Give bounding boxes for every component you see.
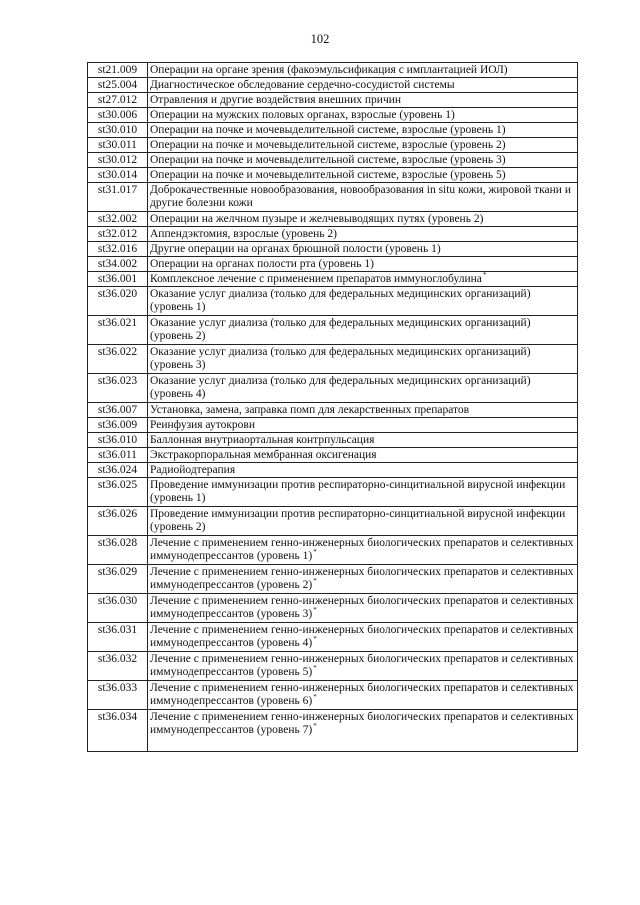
row-code: st32.002 bbox=[88, 212, 148, 227]
row-description-text: Операции на почке и мочевыделительной системе, взрослые (уровень 3) bbox=[150, 154, 506, 166]
table-row bbox=[88, 242, 578, 257]
footnote-mark: * bbox=[313, 577, 317, 586]
row-code: st30.010 bbox=[88, 123, 148, 138]
table-row bbox=[88, 536, 578, 565]
table-row bbox=[88, 257, 578, 272]
row-code: st36.030 bbox=[88, 594, 148, 623]
table-row bbox=[88, 123, 578, 138]
row-code: st36.009 bbox=[88, 418, 148, 433]
footnote-mark: * bbox=[313, 693, 317, 702]
row-code: st36.023 bbox=[88, 374, 148, 403]
table-row bbox=[88, 316, 578, 345]
row-description bbox=[148, 536, 578, 565]
row-description-text: Экстракорпоральная мембранная оксигенация bbox=[150, 449, 377, 461]
row-description bbox=[148, 63, 578, 78]
row-description-text: Доброкачественные новообразования, новообразования in situ кожи, жировой ткани и другие болезни кожи bbox=[150, 184, 571, 209]
table-row bbox=[88, 63, 578, 78]
row-description bbox=[148, 433, 578, 448]
page-number: 102 bbox=[310, 32, 330, 46]
table-row bbox=[88, 93, 578, 108]
row-description bbox=[148, 478, 578, 507]
row-code: st36.020 bbox=[88, 287, 148, 316]
row-description-text: Операции на почке и мочевыделительной системе, взрослые (уровень 1) bbox=[150, 124, 506, 136]
code-table-body bbox=[88, 63, 578, 752]
row-description bbox=[148, 623, 578, 652]
table-row bbox=[88, 594, 578, 623]
table-row bbox=[88, 403, 578, 418]
row-description-text: Лечение с применением генно-инженерных биологических препаратов и селективных иммунодепрессантов (уровень 6) bbox=[150, 682, 574, 707]
row-description bbox=[148, 183, 578, 212]
footnote-mark: * bbox=[313, 722, 317, 731]
row-description bbox=[148, 138, 578, 153]
row-description-text: Аппендэктомия, взрослые (уровень 2) bbox=[150, 228, 337, 240]
row-description-text: Оказание услуг диализа (только для федеральных медицинских организаций) (уровень 2) bbox=[150, 317, 531, 342]
row-code: st30.006 bbox=[88, 108, 148, 123]
row-code: st36.028 bbox=[88, 536, 148, 565]
table-row bbox=[88, 478, 578, 507]
row-description bbox=[148, 710, 578, 752]
table-row bbox=[88, 507, 578, 536]
table-row bbox=[88, 227, 578, 242]
row-code: st36.021 bbox=[88, 316, 148, 345]
row-code: st31.017 bbox=[88, 183, 148, 212]
row-description bbox=[148, 448, 578, 463]
row-description bbox=[148, 681, 578, 710]
row-description-text: Операции на мужских половых органах, взрослые (уровень 1) bbox=[150, 109, 455, 121]
row-code: st36.011 bbox=[88, 448, 148, 463]
footnote-mark: * bbox=[313, 635, 317, 644]
row-description bbox=[148, 287, 578, 316]
table-row bbox=[88, 448, 578, 463]
row-description-text: Другие операции на органах брюшной полости (уровень 1) bbox=[150, 243, 441, 255]
row-description bbox=[148, 212, 578, 227]
row-description bbox=[148, 123, 578, 138]
row-description-text: Лечение с применением генно-инженерных биологических препаратов и селективных иммунодепрессантов (уровень 2) bbox=[150, 566, 574, 591]
row-description bbox=[148, 93, 578, 108]
row-description-text: Баллонная внутриаортальная контрпульсация bbox=[150, 434, 375, 446]
row-description bbox=[148, 403, 578, 418]
table-row bbox=[88, 345, 578, 374]
row-description bbox=[148, 316, 578, 345]
row-description-text: Проведение иммунизации против респираторно-синцитиальной вирусной инфекции (уровень 1) bbox=[150, 479, 566, 504]
row-description-text: Лечение с применением генно-инженерных биологических препаратов и селективных иммунодепрессантов (уровень 7) bbox=[150, 711, 574, 736]
row-description bbox=[148, 507, 578, 536]
row-description-text: Лечение с применением генно-инженерных биологических препаратов и селективных иммунодепрессантов (уровень 3) bbox=[150, 595, 574, 620]
row-description-text: Лечение с применением генно-инженерных биологических препаратов и селективных иммунодепрессантов (уровень 4) bbox=[150, 624, 574, 649]
footnote-mark: * bbox=[313, 606, 317, 615]
table-row bbox=[88, 108, 578, 123]
table-row bbox=[88, 418, 578, 433]
row-description bbox=[148, 242, 578, 257]
row-description-text: Операции на органах полости рта (уровень 1) bbox=[150, 258, 374, 270]
row-code: st36.022 bbox=[88, 345, 148, 374]
row-code: st36.032 bbox=[88, 652, 148, 681]
table-row bbox=[88, 272, 578, 287]
table-row bbox=[88, 565, 578, 594]
row-description bbox=[148, 272, 578, 287]
row-description bbox=[148, 168, 578, 183]
row-description bbox=[148, 652, 578, 681]
row-description bbox=[148, 565, 578, 594]
table-row bbox=[88, 463, 578, 478]
footnote-mark: * bbox=[482, 271, 487, 280]
row-description bbox=[148, 153, 578, 168]
table-row bbox=[88, 153, 578, 168]
row-description-text: Диагностическое обследование сердечно-сосудистой системы bbox=[150, 79, 455, 91]
row-code: st36.025 bbox=[88, 478, 148, 507]
table-row bbox=[88, 212, 578, 227]
table-row bbox=[88, 374, 578, 403]
table-row bbox=[88, 652, 578, 681]
row-description-text: Оказание услуг диализа (только для федеральных медицинских организаций) (уровень 1) bbox=[150, 288, 531, 313]
table-row bbox=[88, 183, 578, 212]
row-code: st30.014 bbox=[88, 168, 148, 183]
row-description-text: Отравления и другие воздействия внешних причин bbox=[150, 94, 402, 106]
row-code: st36.026 bbox=[88, 507, 148, 536]
row-code: st30.012 bbox=[88, 153, 148, 168]
row-description-text: Радиойодтерапия bbox=[150, 464, 236, 476]
table-row bbox=[88, 168, 578, 183]
footnote-mark: * bbox=[313, 548, 317, 557]
row-description bbox=[148, 108, 578, 123]
row-description bbox=[148, 374, 578, 403]
row-code: st36.010 bbox=[88, 433, 148, 448]
row-description-text: Оказание услуг диализа (только для федеральных медицинских организаций) (уровень 4) bbox=[150, 375, 531, 400]
row-code: st36.001 bbox=[88, 272, 148, 287]
row-code: st36.031 bbox=[88, 623, 148, 652]
row-code: st32.016 bbox=[88, 242, 148, 257]
row-code: st32.012 bbox=[88, 227, 148, 242]
table-row bbox=[88, 681, 578, 710]
row-description-text: Лечение с применением генно-инженерных биологических препаратов и селективных иммунодепрессантов (уровень 5) bbox=[150, 653, 574, 678]
row-description-text: Оказание услуг диализа (только для федеральных медицинских организаций) (уровень 3) bbox=[150, 346, 531, 371]
row-description-text: Операции на почке и мочевыделительной системе, взрослые (уровень 5) bbox=[150, 169, 506, 181]
row-description bbox=[148, 257, 578, 272]
table-row bbox=[88, 623, 578, 652]
row-code: st25.004 bbox=[88, 78, 148, 93]
row-description bbox=[148, 418, 578, 433]
table-row bbox=[88, 287, 578, 316]
table-row bbox=[88, 78, 578, 93]
row-code: st30.011 bbox=[88, 138, 148, 153]
row-description bbox=[148, 227, 578, 242]
row-code: st36.029 bbox=[88, 565, 148, 594]
row-description-text: Установка, замена, заправка помп для лекарственных препаратов bbox=[150, 404, 470, 416]
row-description-text: Комплексное лечение с применением препаратов иммуноглобулина bbox=[150, 273, 482, 285]
row-code: st36.007 bbox=[88, 403, 148, 418]
row-code: st21.009 bbox=[88, 63, 148, 78]
row-description bbox=[148, 345, 578, 374]
row-description bbox=[148, 463, 578, 478]
row-description-text: Лечение с применением генно-инженерных биологических препаратов и селективных иммунодепрессантов (уровень 1) bbox=[150, 537, 574, 562]
row-code: st27.012 bbox=[88, 93, 148, 108]
row-description bbox=[148, 594, 578, 623]
row-code: st36.024 bbox=[88, 463, 148, 478]
table-row bbox=[88, 433, 578, 448]
row-description-text: Реинфузия аутокрови bbox=[150, 419, 255, 431]
row-code: st36.034 bbox=[88, 710, 148, 752]
footnote-mark: * bbox=[313, 664, 317, 673]
row-description-text: Операции на желчном пузыре и желчевыводящих путях (уровень 2) bbox=[150, 213, 484, 225]
row-code: st36.033 bbox=[88, 681, 148, 710]
code-table bbox=[87, 62, 578, 752]
row-code: st34.002 bbox=[88, 257, 148, 272]
table-row bbox=[88, 138, 578, 153]
row-description-text: Операции на почке и мочевыделительной системе, взрослые (уровень 2) bbox=[150, 139, 506, 151]
table-row bbox=[88, 710, 578, 752]
row-description-text: Операции на органе зрения (факоэмульсификация с имплантацией ИОЛ) bbox=[150, 64, 508, 76]
row-description-text: Проведение иммунизации против респираторно-синцитиальной вирусной инфекции (уровень 2) bbox=[150, 508, 566, 533]
row-description bbox=[148, 78, 578, 93]
